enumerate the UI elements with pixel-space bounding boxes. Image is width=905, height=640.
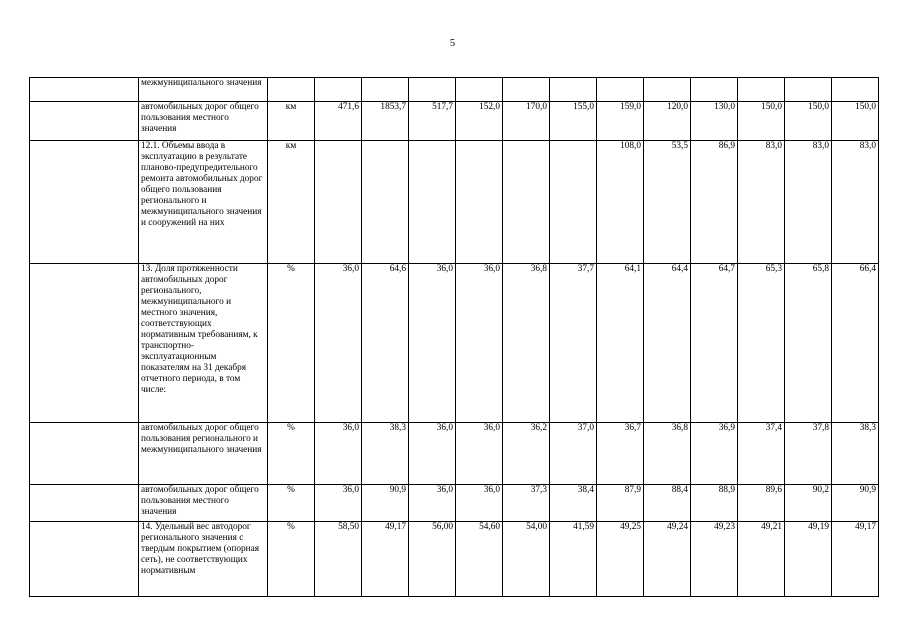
- value-cell: [832, 78, 879, 102]
- value-cell: 36,0: [315, 423, 362, 485]
- value-cell: [691, 78, 738, 102]
- value-cell: [315, 78, 362, 102]
- value-cell: 36,0: [315, 264, 362, 423]
- table-cell-blank: [30, 141, 139, 264]
- indicators-table: [29, 77, 879, 597]
- table-row: [30, 102, 879, 141]
- value-cell: 53,5: [644, 141, 691, 264]
- table-row: [30, 423, 879, 485]
- value-cell: 54,00: [503, 522, 550, 597]
- value-cell: 37,4: [738, 423, 785, 485]
- value-cell: 150,0: [738, 102, 785, 141]
- value-cell: 49,25: [597, 522, 644, 597]
- value-cell: 155,0: [550, 102, 597, 141]
- value-cell: 36,0: [456, 264, 503, 423]
- value-cell: [644, 78, 691, 102]
- value-cell: 56,00: [409, 522, 456, 597]
- value-cell: 90,9: [362, 485, 409, 522]
- value-cell: 36,8: [644, 423, 691, 485]
- value-cell: 65,8: [785, 264, 832, 423]
- value-cell: 49,17: [832, 522, 879, 597]
- value-cell: 64,7: [691, 264, 738, 423]
- value-cell: 83,0: [738, 141, 785, 264]
- table-row: [30, 78, 879, 102]
- unit-cell: %: [268, 522, 315, 597]
- value-cell: 66,4: [832, 264, 879, 423]
- value-cell: 64,6: [362, 264, 409, 423]
- value-cell: 83,0: [785, 141, 832, 264]
- indicator-name: 14. Удельный вес автодорог регионального значения с твердым покрытием (опорная сеть), не соответствующих нормативным: [139, 522, 268, 597]
- table-row: [30, 264, 879, 423]
- value-cell: 38,3: [362, 423, 409, 485]
- value-cell: [456, 78, 503, 102]
- unit-cell: %: [268, 423, 315, 485]
- value-cell: 517,7: [409, 102, 456, 141]
- value-cell: 54,60: [456, 522, 503, 597]
- value-cell: [456, 141, 503, 264]
- table-cell-blank: [30, 485, 139, 522]
- value-cell: 37,8: [785, 423, 832, 485]
- value-cell: 87,9: [597, 485, 644, 522]
- unit-cell: %: [268, 264, 315, 423]
- value-cell: [315, 141, 362, 264]
- value-cell: [550, 141, 597, 264]
- indicator-name: 12.1. Объемы ввода в эксплуатацию в результате планово-предупредительного ремонта автомобильных дорог общего пользования регионального и межмуниципального значения и сооружений на них: [139, 141, 268, 264]
- value-cell: 150,0: [832, 102, 879, 141]
- table-cell-blank: [30, 264, 139, 423]
- value-cell: 36,0: [409, 264, 456, 423]
- value-cell: 36,0: [456, 485, 503, 522]
- table-cell-blank: [30, 78, 139, 102]
- value-cell: 36,2: [503, 423, 550, 485]
- value-cell: 36,8: [503, 264, 550, 423]
- value-cell: 86,9: [691, 141, 738, 264]
- unit-cell: [268, 78, 315, 102]
- value-cell: 89,6: [738, 485, 785, 522]
- value-cell: 120,0: [644, 102, 691, 141]
- value-cell: 36,7: [597, 423, 644, 485]
- value-cell: 37,3: [503, 485, 550, 522]
- value-cell: [738, 78, 785, 102]
- table-cell-blank: [30, 522, 139, 597]
- indicator-name: автомобильных дорог общего пользования регионального и межмуниципального значения: [139, 423, 268, 485]
- value-cell: 49,23: [691, 522, 738, 597]
- value-cell: 471,6: [315, 102, 362, 141]
- table-cell-blank: [30, 102, 139, 141]
- value-cell: [503, 141, 550, 264]
- value-cell: 36,0: [409, 485, 456, 522]
- indicator-name: автомобильных дорог общего пользования местного значения: [139, 485, 268, 522]
- value-cell: 36,9: [691, 423, 738, 485]
- value-cell: [362, 141, 409, 264]
- value-cell: 49,17: [362, 522, 409, 597]
- unit-cell: км: [268, 102, 315, 141]
- table-row: [30, 141, 879, 264]
- value-cell: 170,0: [503, 102, 550, 141]
- indicator-name: межмуниципального значения: [139, 78, 268, 102]
- indicator-name: автомобильных дорог общего пользования местного значения: [139, 102, 268, 141]
- value-cell: [550, 78, 597, 102]
- table-cell-blank: [30, 423, 139, 485]
- value-cell: 1853,7: [362, 102, 409, 141]
- value-cell: 64,1: [597, 264, 644, 423]
- value-cell: 37,0: [550, 423, 597, 485]
- value-cell: 38,4: [550, 485, 597, 522]
- value-cell: [409, 141, 456, 264]
- unit-cell: %: [268, 485, 315, 522]
- table-row: [30, 485, 879, 522]
- value-cell: 36,0: [456, 423, 503, 485]
- value-cell: 150,0: [785, 102, 832, 141]
- value-cell: 88,4: [644, 485, 691, 522]
- value-cell: 49,24: [644, 522, 691, 597]
- value-cell: 88,9: [691, 485, 738, 522]
- page-number: 5: [449, 38, 456, 49]
- value-cell: 159,0: [597, 102, 644, 141]
- value-cell: 37,7: [550, 264, 597, 423]
- value-cell: 41,59: [550, 522, 597, 597]
- indicator-name: 13. Доля протяженности автомобильных дорог регионального, межмуниципального и местного значения, соответствующих нормативным требованиям, к транспортно-эксплуатационным показателям на 31 декабря отчетного периода, в том числе:: [139, 264, 268, 423]
- value-cell: 90,9: [832, 485, 879, 522]
- value-cell: 90,2: [785, 485, 832, 522]
- unit-cell: км: [268, 141, 315, 264]
- value-cell: [503, 78, 550, 102]
- value-cell: 130,0: [691, 102, 738, 141]
- value-cell: 83,0: [832, 141, 879, 264]
- value-cell: 108,0: [597, 141, 644, 264]
- value-cell: [362, 78, 409, 102]
- value-cell: 49,19: [785, 522, 832, 597]
- value-cell: 36,0: [409, 423, 456, 485]
- value-cell: 58,50: [315, 522, 362, 597]
- table-row: [30, 522, 879, 597]
- value-cell: 152,0: [456, 102, 503, 141]
- value-cell: 49,21: [738, 522, 785, 597]
- value-cell: [597, 78, 644, 102]
- value-cell: 38,3: [832, 423, 879, 485]
- value-cell: 64,4: [644, 264, 691, 423]
- value-cell: 65,3: [738, 264, 785, 423]
- value-cell: 36,0: [315, 485, 362, 522]
- value-cell: [409, 78, 456, 102]
- value-cell: [785, 78, 832, 102]
